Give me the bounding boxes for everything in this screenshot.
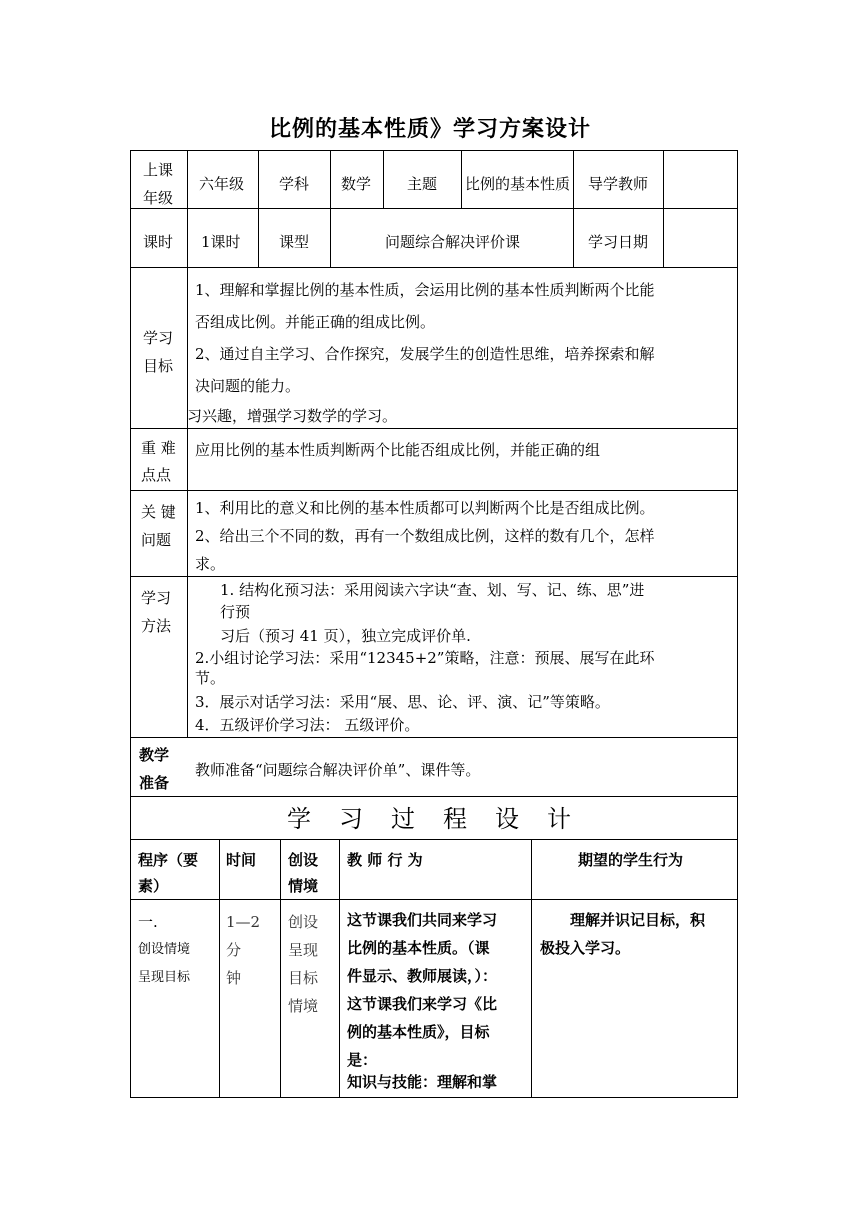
- teacher-label: 导学教师: [588, 175, 649, 193]
- method-line-4: 2.小组讨论学习法：采用“12345+2”策略，注意：预展、展写在此环: [195, 649, 655, 667]
- method-line-6: 3．展示对话学习法：采用“展、思、论、评、演、记”等策略。: [195, 693, 610, 711]
- subject-value: 数学: [341, 175, 372, 193]
- grade-label-line1: 上课: [143, 161, 174, 179]
- col-context-line1: 创设: [288, 851, 319, 869]
- step-number: 一.: [138, 913, 158, 931]
- teacher-line1: 这节课我们共同来学习: [347, 911, 498, 929]
- goal-line-2: 否组成比例。并能正确的组成比例。: [195, 313, 436, 331]
- date-label: 学习日期: [588, 233, 649, 251]
- method-line-5: 节。: [195, 669, 226, 687]
- col-student: 期望的学生行为: [578, 851, 684, 869]
- teacher-line5: 例的基本性质》，目标: [347, 1023, 490, 1041]
- col-context-line2: 情境: [288, 877, 319, 895]
- context-line3: 目标: [288, 969, 319, 987]
- key-question-line-2: 2、给出三个不同的数，再有一个数组成比例，这样的数有几个，怎样: [195, 527, 655, 545]
- document-title: 比例的基本性质》学习方案设计: [268, 117, 591, 142]
- teacher-line7: 知识与技能：理解和掌: [347, 1073, 498, 1091]
- method-line-2: 行预: [220, 603, 251, 621]
- process-heading: 学 习 过 程 设 计: [287, 805, 573, 833]
- context-line4: 情境: [288, 997, 319, 1015]
- method-line-7: 4．五级评价学习法： 五级评价。: [195, 716, 420, 734]
- time-line3: 钟: [226, 969, 242, 987]
- period-label: 课时: [143, 233, 174, 251]
- context-line1: 创设: [288, 913, 319, 931]
- col-step-line2: 素）: [138, 877, 169, 895]
- prep-text: 教师准备“问题综合解决评价单”、课件等。: [195, 761, 481, 779]
- student-line1: 理解并识记目标，积: [570, 911, 706, 929]
- goals-label-line2: 目标: [143, 357, 174, 375]
- period-value: 1课时: [201, 233, 241, 251]
- context-line2: 呈现: [288, 941, 319, 959]
- student-line2: 极投入学习。: [540, 939, 631, 957]
- type-value: 问题综合解决评价课: [385, 233, 521, 251]
- goal-line-4: 决问题的能力。: [195, 377, 301, 395]
- teacher-line3: 件显示、教师展读，）：: [347, 967, 498, 985]
- key-questions-label-line2: 问题: [141, 531, 172, 549]
- goal-line-1: 1、理解和掌握比例的基本性质，会运用比例的基本性质判断两个比能: [195, 281, 655, 299]
- difficulty-label-line2: 点点: [141, 466, 172, 484]
- subject-label: 学科: [279, 175, 310, 193]
- difficulty-text: 应用比例的基本性质判断两个比能否组成比例，并能正确的组: [195, 441, 601, 459]
- col-step-line1: 程序（要: [138, 851, 199, 869]
- prep-label-line2: 准备: [139, 774, 170, 792]
- key-question-line-1: 1、利用比的意义和比例的基本性质都可以判断两个比是否组成比例。: [195, 499, 655, 517]
- goal-line-3: 2、通过自主学习、合作探究，发展学生的创造性思维，培养探索和解: [195, 345, 655, 363]
- topic-label: 主题: [407, 175, 438, 193]
- grade-label-line2: 年级: [143, 189, 174, 207]
- method-line-1: 1. 结构化预习法：采用阅读六字诀“查、划、写、记、练、思”进: [220, 581, 645, 599]
- col-teacher: 教 师 行 为: [347, 851, 423, 869]
- topic-value: 比例的基本性质: [465, 175, 571, 193]
- key-questions-label-line1: 关 键: [141, 503, 176, 521]
- type-label: 课型: [279, 233, 310, 251]
- teacher-line6: 是：: [347, 1051, 378, 1069]
- grade-value: 六年级: [199, 175, 245, 193]
- time-line1: 1—2: [226, 913, 261, 931]
- teacher-line4: 这节课我们来学习《比: [347, 995, 498, 1013]
- teacher-line2: 比例的基本性质。（课: [347, 939, 490, 957]
- time-line2: 分: [226, 941, 242, 959]
- difficulty-label-line1: 重 难: [141, 439, 176, 457]
- prep-label-line1: 教学: [139, 746, 170, 764]
- method-line-3: 习后（预习 41 页），独立完成评价单.: [220, 627, 471, 645]
- step-name-line1: 创设情境: [138, 942, 191, 957]
- methods-label-line2: 方法: [141, 617, 172, 635]
- goals-label-line1: 学习: [143, 329, 174, 347]
- key-question-line-3: 求。: [195, 555, 226, 573]
- col-time: 时间: [226, 851, 257, 869]
- goal-line-5: 习兴趣，增强学习数学的学习。: [187, 407, 398, 425]
- step-name-line2: 呈现目标: [138, 970, 191, 985]
- methods-label-line1: 学习: [141, 589, 172, 607]
